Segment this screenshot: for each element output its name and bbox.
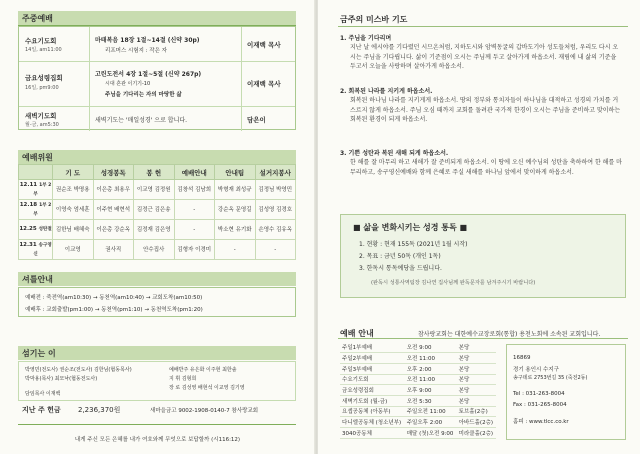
service-place: 토브홀(2층) xyxy=(457,406,496,417)
table-cell: 김정재 김은영 xyxy=(134,220,175,240)
service-time: 14일, am11:00 xyxy=(25,47,62,53)
divider xyxy=(338,26,628,27)
duty-date: 12.25 xyxy=(19,226,37,232)
right-page xyxy=(318,0,640,454)
table-row xyxy=(19,180,296,200)
duty-part: 송구영신 xyxy=(33,242,52,257)
contact-box xyxy=(506,344,626,440)
servant-line: 박막용(목사) 최모낙(협동전도사) xyxy=(25,376,98,382)
preacher: 이재백 목사 xyxy=(247,80,281,88)
scripture: 고린도전서 4장 1절~5절 (신약 267p) xyxy=(95,71,202,78)
duty-date: 12.31 xyxy=(19,241,37,248)
shuttle-section-title: 셔틀안내 xyxy=(18,272,296,286)
service-name: 다니엘공동체 (청소년부) xyxy=(340,417,405,428)
worship-row xyxy=(19,27,295,61)
fax: Fax : 031-265-8004 xyxy=(513,402,567,408)
servant-line: 예배반주 유은화 이주현 최한솔 xyxy=(169,367,237,373)
service-place: 본당 xyxy=(457,385,496,396)
service-time: 16일, pm9:00 xyxy=(25,85,59,91)
bible-verse-footer: 내게 주신 모든 은혜를 내가 여호와께 무엇으로 보답할까 (시116:12) xyxy=(74,437,241,443)
prayer-item xyxy=(340,87,622,124)
worship-row xyxy=(19,62,295,106)
table-cell: 김성영 김경호 xyxy=(255,200,296,220)
reading-title: ■ 삶을 변화시키는 성경 통독 ■ xyxy=(353,223,468,232)
phone: Tel : 031-263-8004 xyxy=(513,391,565,397)
column-header: 예배안내 xyxy=(174,165,215,180)
address-line: 송구데로 2753번길 35 (죽전2동) xyxy=(513,375,588,381)
duty-date: 12.11 xyxy=(19,181,38,188)
duty-part: 1부 2부 xyxy=(33,202,52,217)
table-row xyxy=(340,374,496,385)
column-header: 설거지봉사 xyxy=(255,165,296,180)
table-row xyxy=(19,240,296,260)
duty-section-title: 예배위원 xyxy=(18,150,296,164)
table-cell: 이교영 xyxy=(53,240,94,260)
table-row xyxy=(340,363,496,374)
service-time: 월-금, am5:30 xyxy=(25,122,59,128)
weekday-worship-box xyxy=(18,26,296,130)
homepage-link[interactable]: 홈피 : www.tlcc.co.kr xyxy=(513,419,569,425)
table-cell: 손영수 김유옥 xyxy=(255,220,296,240)
prayer-item xyxy=(340,34,622,71)
senior-pastor: 담임목사 이재백 xyxy=(25,391,61,397)
left-page xyxy=(0,0,315,454)
service-name: 수요기도회 xyxy=(340,374,405,385)
denomination-note: 참사랑교회는 대한예수교장로회(통합) 용천노회에 소속된 교회입니다. xyxy=(418,331,601,338)
offering-label: 지난 주 헌금 xyxy=(22,406,61,414)
table-row xyxy=(340,342,496,353)
table-row xyxy=(340,417,496,428)
table-row xyxy=(19,220,296,240)
offering-amount: 2,236,370원 xyxy=(78,406,121,414)
table-cell: 이은총 최용우 xyxy=(93,180,134,200)
table-row xyxy=(340,353,496,364)
service-schedule-table xyxy=(340,342,496,439)
reading-line: 2. 목표 : 금년 50독 (개인 1독) xyxy=(359,253,441,260)
service-place: 본당 xyxy=(457,353,496,364)
reading-title-text: 삶을 변화시키는 성경 통독 xyxy=(363,223,457,232)
servant-line: 박영민(전도사) 권순조(전도사) 김한님(협동목사) xyxy=(25,367,132,373)
table-cell: 이영숙 엄세훈 xyxy=(53,200,94,220)
service-time: 오후 9:00 xyxy=(405,385,457,396)
service-name: 새벽기도회 (월-금) xyxy=(340,395,405,406)
sermon-title: 리프머스 시험지 : 작은 자 xyxy=(105,48,167,54)
service-time: 주일오후 2:00 xyxy=(405,417,457,428)
divider xyxy=(18,424,296,425)
service-name: 금요성령집회 xyxy=(340,385,405,396)
table-header-row xyxy=(19,165,296,180)
service-name: 요셉공동체 (아동부) xyxy=(340,406,405,417)
worship-row xyxy=(19,107,295,131)
servants-section-title: 섬기는 이 xyxy=(18,346,296,360)
prayer-body: 지난 날 에시야를 기다렸던 시므온처럼, 지하도시와 암벽동굴의 갑바도기아 성도들처럼, 우리도 다시 오시는 주님을 기다립니다. 삶이 기준점이 오시는 주님께 두고 살아가게 하옵소서. 재림에 내 삶의 기준을 두고서 오늘을 사랑하며 살아가게 하옵소서. xyxy=(350,44,619,70)
prayer-body: 한 해를 잘 마무리 하고 새해가 잘 준비되게 하옵소서. 이 땅에 오신 예수님의 성탄을 축하하여 한 해를 마무리하고, 송구영신예배와 함께 은혜로 주실 새해를 하나님 앞에서 맞이하게 하옵소서. xyxy=(350,159,622,176)
column-header: 안내팀 xyxy=(215,165,256,180)
table-row xyxy=(340,406,496,417)
service-note: 새벽기도는 '매일성경' 으로 합니다. xyxy=(95,117,188,124)
service-time: 오후 2:00 xyxy=(405,363,457,374)
reading-line: 3. 한독시 통독예당을 드립니다. xyxy=(359,265,442,272)
preacher: 이재백 목사 xyxy=(247,41,281,49)
service-time: 오전 11:00 xyxy=(405,353,457,364)
service-place: 본당 xyxy=(457,374,496,385)
service-name: 금요성령집회 xyxy=(25,74,63,82)
worship-section-title: 주중예배 xyxy=(18,11,296,25)
column-header: 봉 헌 xyxy=(134,165,175,180)
preacher: 담은이 xyxy=(247,116,266,124)
servant-line: 장 로 김성영 배현석 이교영 김기영 xyxy=(169,385,245,391)
bank-account: 새마을금고 9002-1908-0140-7 참사랑교회 xyxy=(150,408,259,414)
table-cell: 박소현 유기화 xyxy=(215,220,256,240)
duty-part: 성탄절 xyxy=(38,227,52,232)
service-place: 미라클홀(2층) xyxy=(457,428,496,439)
table-row xyxy=(340,385,496,396)
table-cell: 권사직 xyxy=(93,240,134,260)
prayer-item xyxy=(340,149,622,177)
table-cell: 김한님 배혜숙 xyxy=(53,220,94,240)
divider xyxy=(338,338,628,339)
table-cell: 김창석 김남희 xyxy=(174,180,215,200)
table-row xyxy=(340,395,496,406)
table-cell: 안수집사 xyxy=(134,240,175,260)
table-cell: 이은총 강순옥 xyxy=(93,220,134,240)
service-time: 오전 11:00 xyxy=(405,374,457,385)
service-name: 새벽기도회 xyxy=(25,112,57,120)
servant-line: 지 휘 김형희 xyxy=(169,376,197,382)
bible-reading-box xyxy=(340,214,626,298)
shuttle-box xyxy=(18,287,296,317)
reading-note: (완독시 성통사역팀장 김나연 집사님께 완독문자를 남겨주시기 바랍니다) xyxy=(371,280,536,286)
service-name: 주일1부예배 xyxy=(340,342,405,353)
address-line: 경기 용인시 수지구 xyxy=(513,367,560,373)
service-time: 매달 (첫)오전 9:00 xyxy=(405,428,457,439)
service-place: 본당 xyxy=(457,363,496,374)
reading-line: 1. 현황 : 현재 155독 (2021년 1월 시작) xyxy=(359,241,468,248)
table-cell: 이주현 배현석 xyxy=(93,200,134,220)
scripture: 마태복음 18장 1절~14절 (신약 30p) xyxy=(95,37,200,44)
table-cell: 김정근 김은송 xyxy=(134,200,175,220)
service-place: 본당 xyxy=(457,342,496,353)
prayer-body: 회복된 하나님 나라를 지키게게 하옵소서. 땅의 정부와 통치자들이 하나님을 대적하고 성경의 가치를 거스르지 않게 하옵소서. 주님 오심 때까지 교회를 돌려관 국가적 한경이 오시는 주님을 준비하고 맞이하는 회복된 환경이 되게 하옵소서. xyxy=(350,97,621,123)
table-cell: 권순조 박명용 xyxy=(53,180,94,200)
table-cell: 김정님 박영민 xyxy=(255,180,296,200)
table-row xyxy=(19,200,296,220)
table-cell: - xyxy=(255,240,296,260)
sermon-title: 주님을 기다리는 자의 마땅한 삶 xyxy=(105,92,182,98)
series-title: 시대 흔관 이기기-10 xyxy=(105,81,151,87)
table-cell: - xyxy=(174,200,215,220)
servants-box xyxy=(18,361,296,401)
service-name: 주일3부예배 xyxy=(340,363,405,374)
service-place: 아바드홀(2층) xyxy=(457,417,496,428)
service-name: 수요기도회 xyxy=(25,37,57,45)
service-name: 3040공동체 xyxy=(340,428,405,439)
service-name: 주일2부예배 xyxy=(340,353,405,364)
info-title: 예배 안내 xyxy=(340,329,374,338)
shuttle-line: 예배후 : 교회출발(pm1:00) → 동천역(pm1:10) → 동천역도착(pm1:20) xyxy=(25,307,203,313)
table-cell: - xyxy=(174,220,215,240)
prayer-title: 금주의 미스바 기도 xyxy=(340,15,408,24)
prayer-heading: 2. 회복된 나라를 지키게 하옵소서. xyxy=(340,88,433,95)
prayer-heading: 3. 기쁜 성탄과 복된 새해 되게 하옵소서. xyxy=(340,150,449,157)
service-time: 주일오전 11:00 xyxy=(405,406,457,417)
shuttle-line: 예배전 : 죽전역(am10:30) → 동천역(am10:40) → 교회도착(am10:50) xyxy=(25,295,203,301)
table-cell: 김형자 이경미 xyxy=(174,240,215,260)
service-place: 본당 xyxy=(457,395,496,406)
table-cell: 강순옥 문영길 xyxy=(215,200,256,220)
postal-code: 16869 xyxy=(513,355,531,361)
column-header: 성경봉독 xyxy=(93,165,134,180)
duty-table xyxy=(18,164,296,260)
duty-part: 1부 2부 xyxy=(33,182,52,197)
table-cell: - xyxy=(215,240,256,260)
table-cell: 박형재 최성규 xyxy=(215,180,256,200)
table-row xyxy=(340,428,496,439)
duty-date: 12.18 xyxy=(19,201,38,208)
service-time: 오전 5:30 xyxy=(405,395,457,406)
table-cell: 이교영 김정원 xyxy=(134,180,175,200)
column-header: 기 도 xyxy=(53,165,94,180)
prayer-heading: 1. 주님을 기다리며 xyxy=(340,35,392,42)
service-time: 오전 9:00 xyxy=(405,342,457,353)
